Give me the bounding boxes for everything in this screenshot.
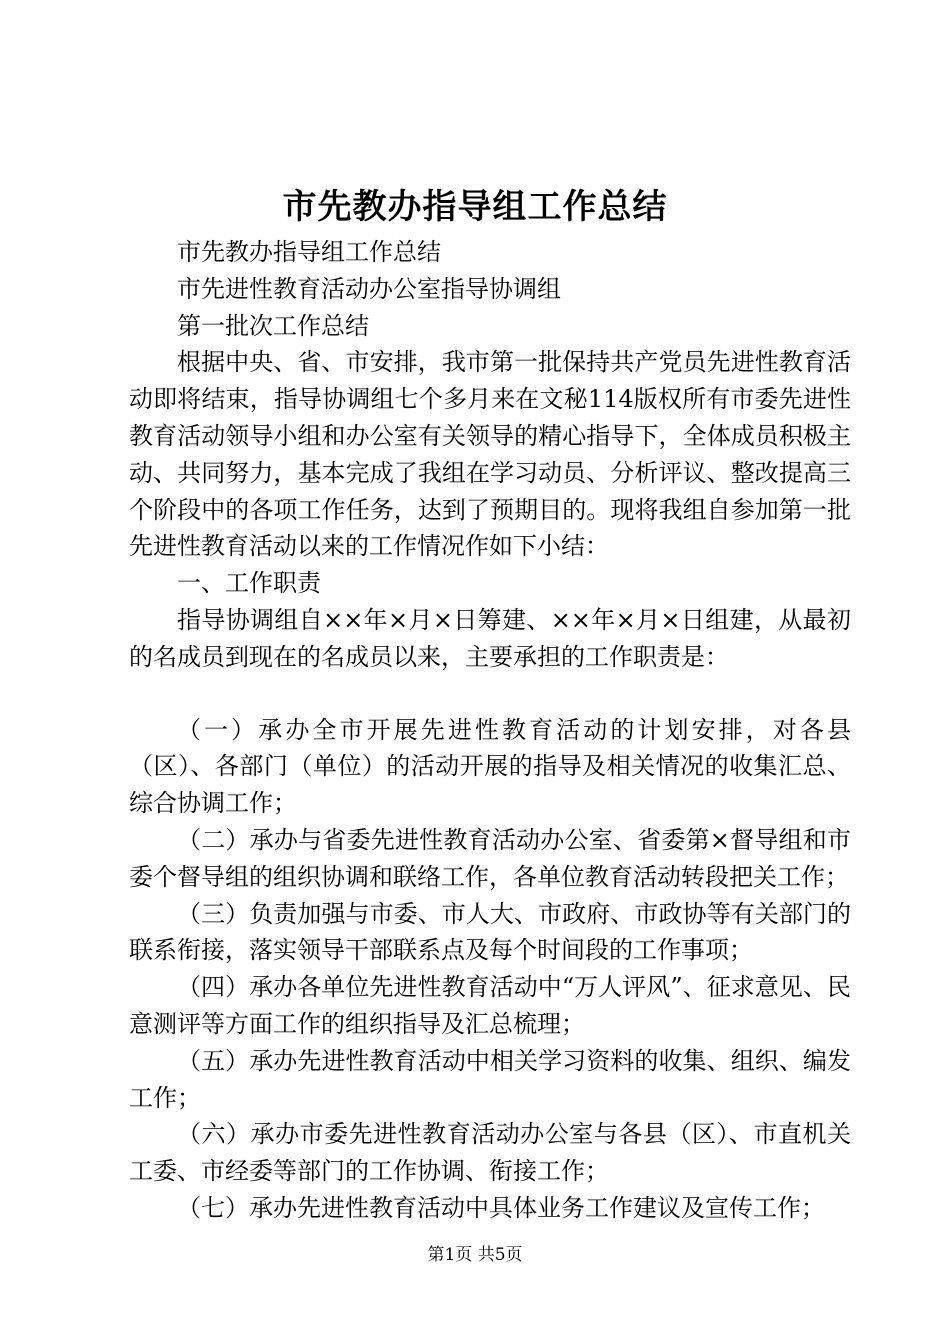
list-item: （三）负责加强与市委、市人大、市政府、市政协等有关部门的联系衔接，落实领导干部联系点及每个时间段的工作事项；	[129, 899, 851, 965]
document-title: 市先教办指导组工作总结	[282, 187, 668, 227]
list-item: （二）承办与省委先进性教育活动办公室、省委第×督导组和市委个督导组的组织协调和联络工作，各单位教育活动转段把关工作；	[129, 825, 851, 891]
list-item: （六）承办市委先进性教育活动办公室与各县（区）、市直机关工委、市经委等部门的工作协调、衔接工作；	[129, 1120, 851, 1186]
list-item: （五）承办先进性教育活动中相关学习资料的收集、组织、编发工作；	[129, 1046, 851, 1112]
paragraph: 指导协调组自××年×月×日筹建、××年×月×日组建，从最初的名成员到现在的名成员以来，主要承担的工作职责是：	[129, 605, 851, 671]
page-footer: 第1页 共5页	[427, 1245, 523, 1265]
paragraph: 第一批次工作总结	[177, 311, 369, 340]
paragraph: 市先进性教育活动办公室指导协调组	[177, 274, 561, 303]
document-body	[129, 234, 851, 1227]
paragraph: 市先教办指导组工作总结	[177, 238, 441, 266]
list-item: （四）承办各单位先进性教育活动中“万人评风”、征求意见、民意测评等方面工作的组织指导及汇总梳理；	[129, 973, 851, 1038]
list-item: （一）承办全市开展先进性教育活动的计划安排，对各县（区）、各部门（单位）的活动开展的指导及相关情况的收集汇总、综合协调工作；	[129, 715, 851, 818]
paragraph: 根据中央、省、市安排，我市第一批保持共产党员先进性教育活动即将结束，指导协调组七个多月来在文秘114版权所有市委先进性教育活动领导小组和办公室有关领导的精心指导下，全体成员积极主动、共同努力，基本完成了我组在学习动员、分析评议、整改提高三个阶段中的各项工作任务，达到了预期目的。现将我组自参加第一批先进性教育活动以来的工作情况作如下小结：	[129, 348, 851, 561]
section-heading: 一、工作职责	[177, 569, 321, 598]
list-item: （七）承办先进性教育活动中具体业务工作建议及宣传工作；	[177, 1193, 825, 1222]
